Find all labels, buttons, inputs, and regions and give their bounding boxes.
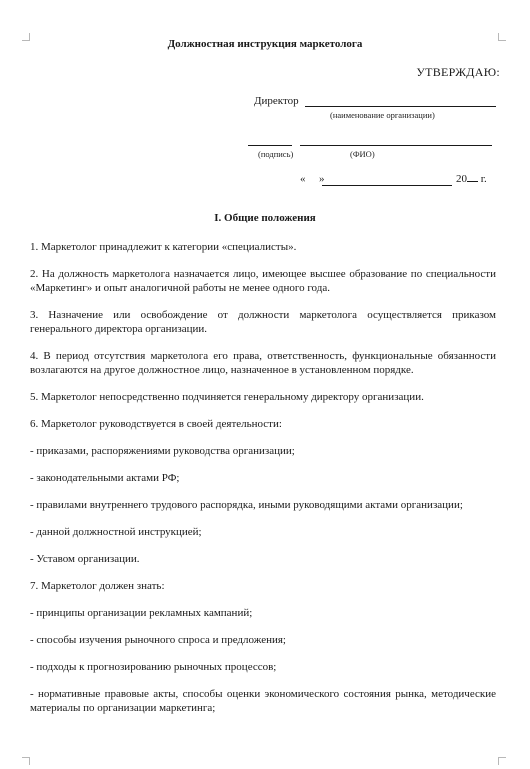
signature-line [248,145,292,146]
director-label: Директор [254,95,299,107]
date-row [300,173,325,185]
page-corner-mark-bottom-left [22,757,30,765]
document-title: Должностная инструкция маркетолога [167,38,363,50]
page-corner-mark-bottom-right [498,757,506,765]
list-item-forecasting: - подходы к прогнозированию рыночных процессов; [30,661,277,673]
org-name-line [305,106,496,107]
paragraph-4: 4. В период отсутствия маркетолога его права, ответственность, функциональные обязанности возлагаются на другое должностное лицо, назначенное в установленном порядке. [30,350,496,376]
date-month-line [322,185,452,186]
paragraph-2: 2. На должность маркетолога назначается лицо, имеющее высшее образование по специальности «Маркетинг» и опыт аналогичной работы не менее одного года. [30,268,496,294]
list-item-internal-rules: - правилами внутреннего трудового распорядка, иными руководящими актами организации; [30,499,463,511]
list-item-demand-study: - способы изучения рыночного спроса и предложения; [30,634,286,646]
list-item-job-instruction: - данной должностной инструкцией; [30,526,202,538]
full-name-caption: (ФИО) [350,149,375,159]
list-item-laws: - законодательными актами РФ; [30,472,180,484]
org-name-caption: (наименование организации) [330,110,435,120]
list-item-regulations: - нормативные правовые акты, способы оценки экономического состояния рынка, методические материалы по организации маркетинга; [30,688,496,714]
paragraph-5: 5. Маркетолог непосредственно подчиняется генеральному директору организации. [30,391,424,403]
list-item-charter: - Уставом организации. [30,553,140,565]
approve-label: УТВЕРЖДАЮ: [416,65,500,79]
date-quote-close: » [319,173,325,185]
signature-caption: (подпись) [258,149,294,159]
list-item-ad-campaigns: - принципы организации рекламных кампаний; [30,607,253,619]
document-body [30,240,496,728]
paragraph-6: 6. Маркетолог руководствуется в своей деятельности: [30,418,282,430]
full-name-line [300,145,492,146]
list-item-orders: - приказами, распоряжениями руководства организации; [30,445,295,457]
date-year: 20 г. [456,173,487,185]
section-title: I. Общие положения [214,212,316,224]
paragraph-7: 7. Маркетолог должен знать: [30,580,165,592]
date-quote-open: « [300,173,306,185]
paragraph-1: 1. Маркетолог принадлежит к категории «специалисты». [30,241,297,253]
paragraph-3: 3. Назначение или освобождение от должности маркетолога осуществляется приказом генерального директора организации. [30,309,496,335]
